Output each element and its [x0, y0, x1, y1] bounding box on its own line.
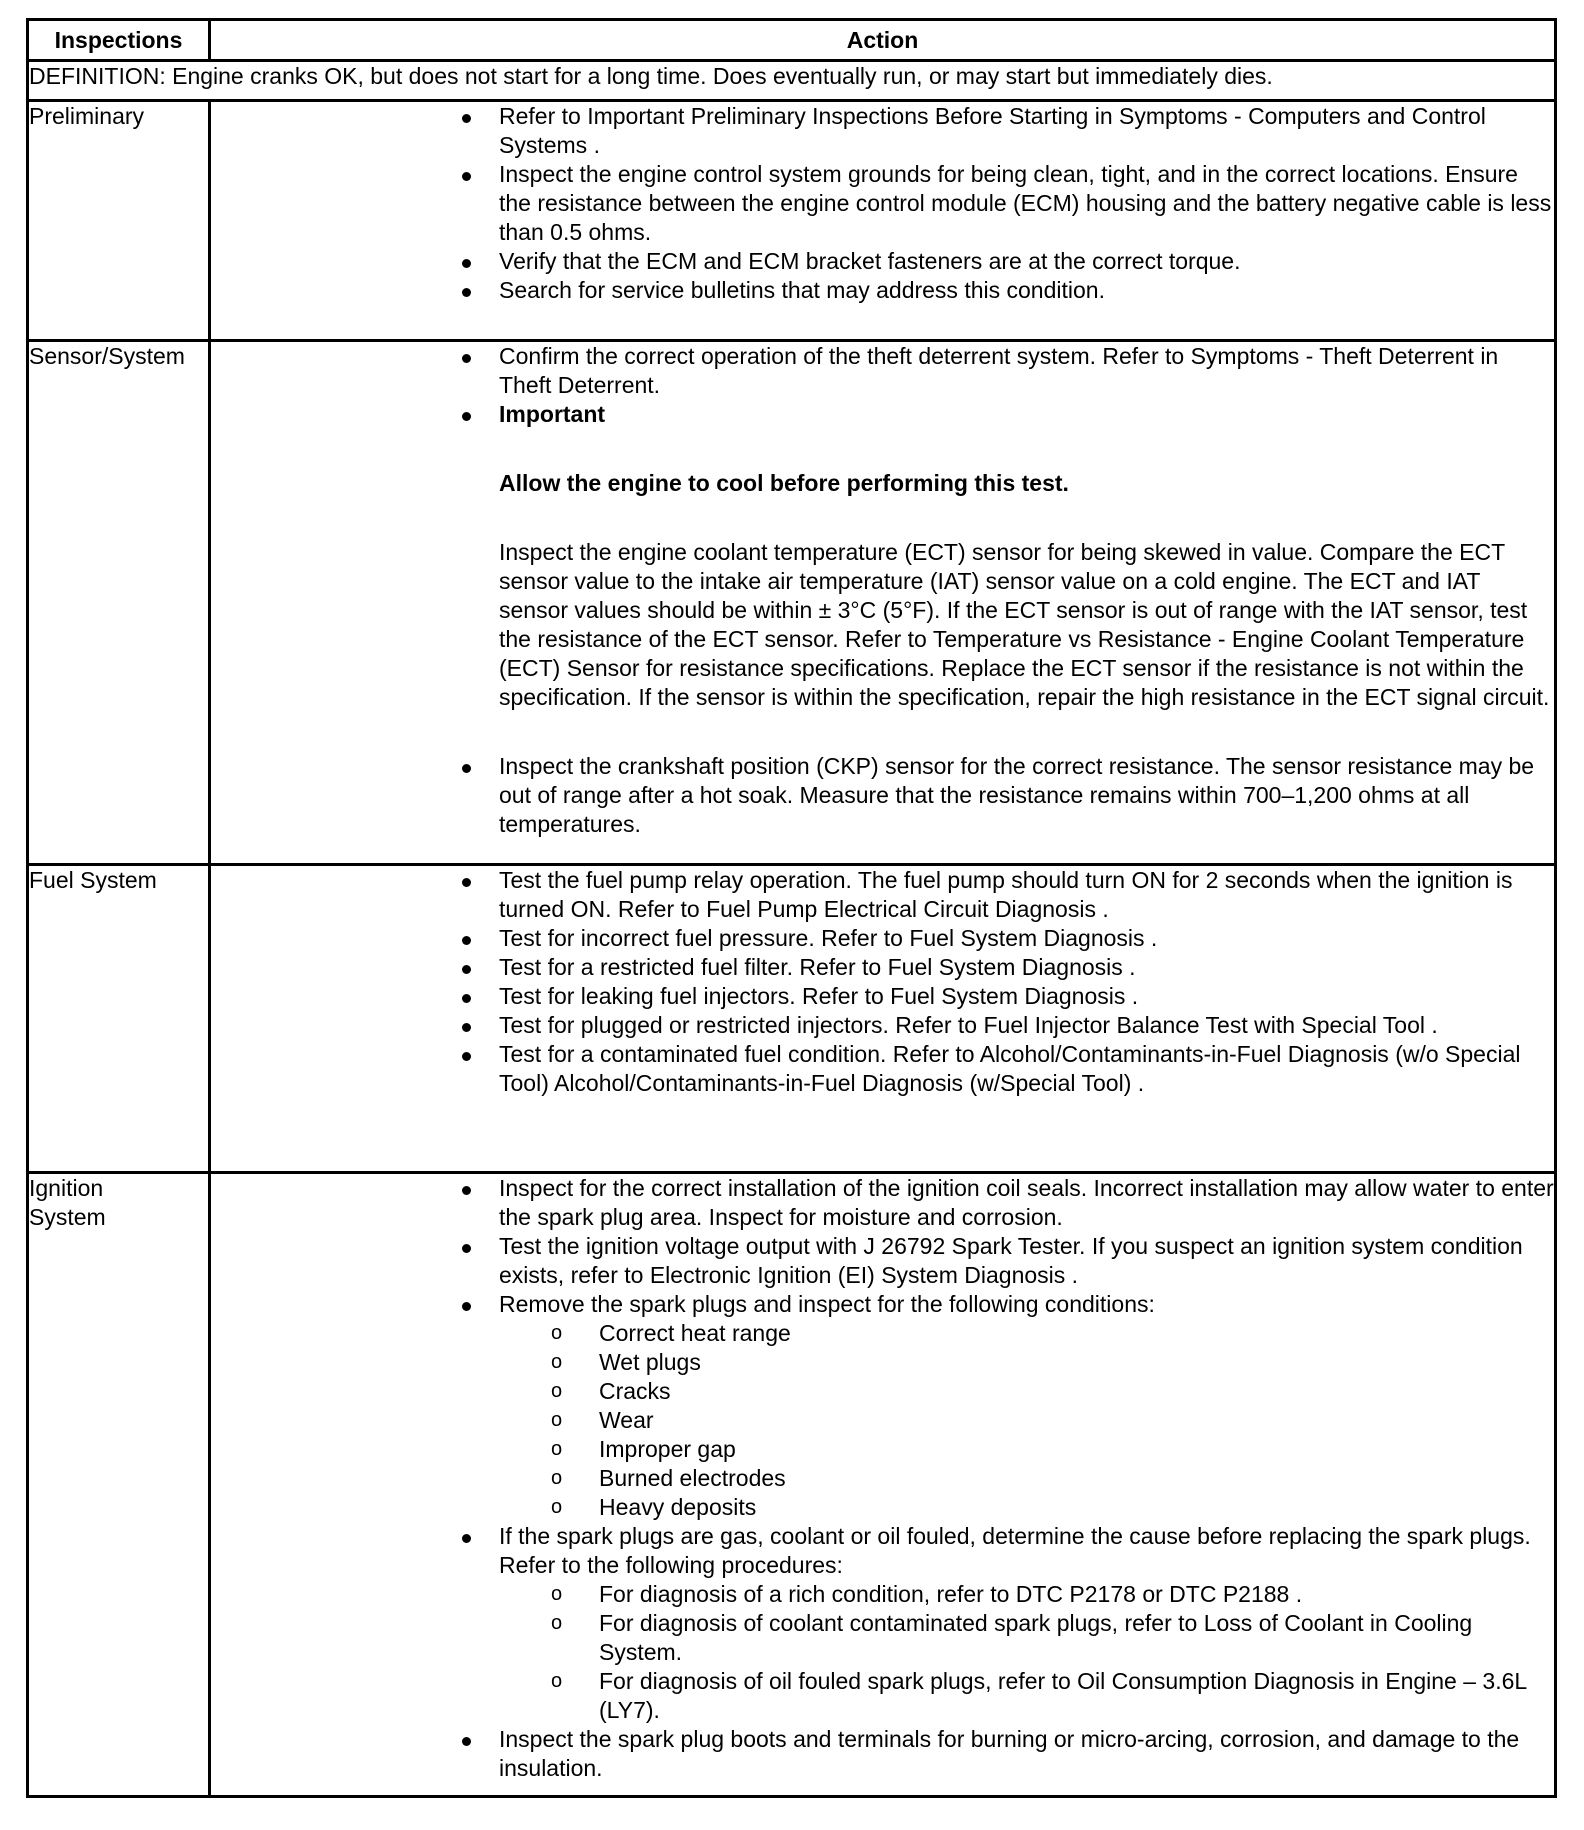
sub-list-item: o Wet plugs: [551, 1349, 701, 1375]
list-item: Inspect the engine control system grounds for being clean, tight, and in the correct locations. Ensure the resistance between the engine control module (ECM) housing and the battery negative cable is less than 0.5 ohms.: [211, 160, 1554, 247]
sub-list-item: o For diagnosis of a rich condition, refer to DTC P2178 or DTC P2188 .: [551, 1581, 1303, 1607]
circle-bullet-icon: o: [551, 1583, 563, 1605]
list-item: Refer to Important Preliminary Inspections Before Starting in Symptoms - Computers and Control Systems .: [211, 102, 1554, 160]
bullet-list: [211, 342, 1554, 839]
definition-text: DEFINITION: Engine cranks OK, but does not start for a long time. Does eventually run, or may start but immediately dies.: [28, 61, 1556, 101]
diagnostic-table: [26, 18, 1557, 1798]
conditions-list: [499, 1319, 1554, 1522]
sub-list-item: o For diagnosis of oil fouled spark plugs, refer to Oil Consumption Diagnosis in Engine – 3.6L (LY7).: [551, 1668, 1527, 1723]
list-item: Test for incorrect fuel pressure. Refer to Fuel System Diagnosis .: [211, 924, 1554, 953]
bullet-icon: [462, 354, 471, 363]
table-row: [28, 1173, 1556, 1797]
bullet-icon: [462, 1534, 471, 1543]
circle-bullet-icon: o: [551, 1467, 563, 1489]
circle-bullet-icon: o: [551, 1380, 563, 1402]
bullet-list: [211, 1174, 1554, 1783]
circle-bullet-icon: o: [551, 1351, 563, 1373]
procedures-list: [499, 1580, 1554, 1725]
list-item: Test for plugged or restricted injectors. Refer to Fuel Injector Balance Test with Special Tool .: [211, 1011, 1554, 1040]
bullet-icon: [462, 878, 471, 887]
circle-bullet-icon: o: [551, 1670, 563, 1692]
bullet-list: [211, 866, 1554, 1098]
bullet-icon: [462, 1244, 471, 1253]
bullet-icon: [462, 172, 471, 181]
row-actions-sensor-system: [210, 341, 1556, 865]
important-title: Important: [499, 401, 606, 427]
list-item: Search for service bulletins that may address this condition.: [211, 276, 1554, 305]
list-item: Verify that the ECM and ECM bracket fasteners are at the correct torque.: [211, 247, 1554, 276]
bullet-icon: [462, 994, 471, 1003]
ect-inspection-text: Inspect the engine coolant temperature (ECT) sensor for being skewed in value. Compare the ECT sensor value to the intake air temperature (IAT) sensor value on a cold engine. The ECT and IAT sensor values should be within ± 3°C (5°F). If the ECT sensor is out of range with the IAT sensor, test the resistance of the ECT sensor. Refer to Temperature vs Resistance - Engine Coolant Temperature (ECT) Sensor for resistance specifications. Replace the ECT sensor if the resistance is not within the specification. If the sensor is within the specification, repair the high resistance in the ECT signal circuit.: [499, 539, 1550, 710]
list-item: Inspect the spark plug boots and terminals for burning or micro-arcing, corrosion, and damage to the insulation.: [211, 1725, 1554, 1783]
row-actions-preliminary: [210, 101, 1556, 341]
sub-list-item: o Burned electrodes: [551, 1465, 786, 1491]
list-item: Test the ignition voltage output with J 26792 Spark Tester. If you suspect an ignition system condition exists, refer to Electronic Ignition (EI) System Diagnosis .: [211, 1232, 1554, 1290]
header-row: [28, 20, 1556, 61]
circle-bullet-icon: o: [551, 1438, 563, 1460]
sub-list-item: o For diagnosis of coolant contaminated spark plugs, refer to Loss of Coolant in Cooling System.: [551, 1610, 1473, 1665]
row-actions-fuel-system: [210, 865, 1556, 1173]
sub-list-item: o Correct heat range: [551, 1320, 791, 1346]
row-label-ignition-system: Ignition System: [28, 1173, 210, 1797]
row-label-sensor-system: Sensor/System: [28, 341, 210, 865]
bullet-icon: [462, 764, 471, 773]
bullet-icon: [462, 1052, 471, 1061]
row-actions-ignition-system: [210, 1173, 1556, 1797]
list-item: Confirm the correct operation of the theft deterrent system. Refer to Symptoms - Theft Deterrent in Theft Deterrent.: [211, 342, 1554, 400]
list-item: Test the fuel pump relay operation. The fuel pump should turn ON for 2 seconds when the ignition is turned ON. Refer to Fuel Pump Electrical Circuit Diagnosis .: [211, 866, 1554, 924]
circle-bullet-icon: o: [551, 1409, 563, 1431]
important-note: Allow the engine to cool before performing this test.: [499, 470, 1069, 496]
table-row: [28, 341, 1556, 865]
bullet-icon: [462, 288, 471, 297]
list-item: Remove the spark plugs and inspect for the following conditions: o Correct heat range o Wet plugs o Cracks o Wear o Improper gap o Burned electrodes o Heavy deposits: [211, 1290, 1554, 1522]
row-label-fuel-system: Fuel System: [28, 865, 210, 1173]
list-item: Test for a contaminated fuel condition. Refer to Alcohol/Contaminants-in-Fuel Diagnosis (w/o Special Tool) Alcohol/Contaminants-in-Fuel Diagnosis (w/Special Tool) .: [211, 1040, 1554, 1098]
bullet-icon: [462, 936, 471, 945]
list-item: Test for leaking fuel injectors. Refer to Fuel System Diagnosis .: [211, 982, 1554, 1011]
bullet-icon: [462, 1186, 471, 1195]
list-item: Test for a restricted fuel filter. Refer to Fuel System Diagnosis .: [211, 953, 1554, 982]
circle-bullet-icon: o: [551, 1322, 563, 1344]
table-row: [28, 101, 1556, 341]
circle-bullet-icon: o: [551, 1612, 563, 1634]
list-item: Inspect the crankshaft position (CKP) sensor for the correct resistance. The sensor resistance may be out of range after a hot soak. Measure that the resistance remains within 700–1,200 ohms at all temperatures.: [211, 752, 1554, 839]
sub-list-item: o Improper gap: [551, 1436, 736, 1462]
bullet-icon: [462, 259, 471, 268]
bullet-icon: [462, 1023, 471, 1032]
sub-list-item: o Cracks: [551, 1378, 671, 1404]
bullet-icon: [462, 412, 471, 421]
sub-list-item: o Heavy deposits: [551, 1494, 757, 1520]
bullet-icon: [462, 1302, 471, 1311]
bullet-icon: [462, 1737, 471, 1746]
list-item: Inspect for the correct installation of the ignition coil seals. Incorrect installation may allow water to enter the spark plug area. Inspect for moisture and corrosion.: [211, 1174, 1554, 1232]
table-row: [28, 865, 1556, 1173]
row-label-preliminary: Preliminary: [28, 101, 210, 341]
definition-row: [28, 61, 1556, 101]
circle-bullet-icon: o: [551, 1496, 563, 1518]
header-inspections: Inspections: [28, 20, 210, 61]
header-action: Action: [210, 20, 1556, 61]
sub-list-item: o Wear: [551, 1407, 654, 1433]
list-item: If the spark plugs are gas, coolant or oil fouled, determine the cause before replacing the spark plugs. Refer to the following procedures: o For diagnosis of a rich condition, refer to DTC P2178 or DTC P2188 . o For diagnosis of coolant contaminated spark plugs, refer to Loss of Coolant in Cooling System. o For diagnosis of oil fouled spark plugs, refer to Oil Consumption Diagnosis in Engine – 3.6L (LY7).: [211, 1522, 1554, 1725]
list-item: [211, 400, 1554, 752]
bullet-icon: [462, 114, 471, 123]
bullet-icon: [462, 965, 471, 974]
bullet-list: [211, 102, 1554, 305]
